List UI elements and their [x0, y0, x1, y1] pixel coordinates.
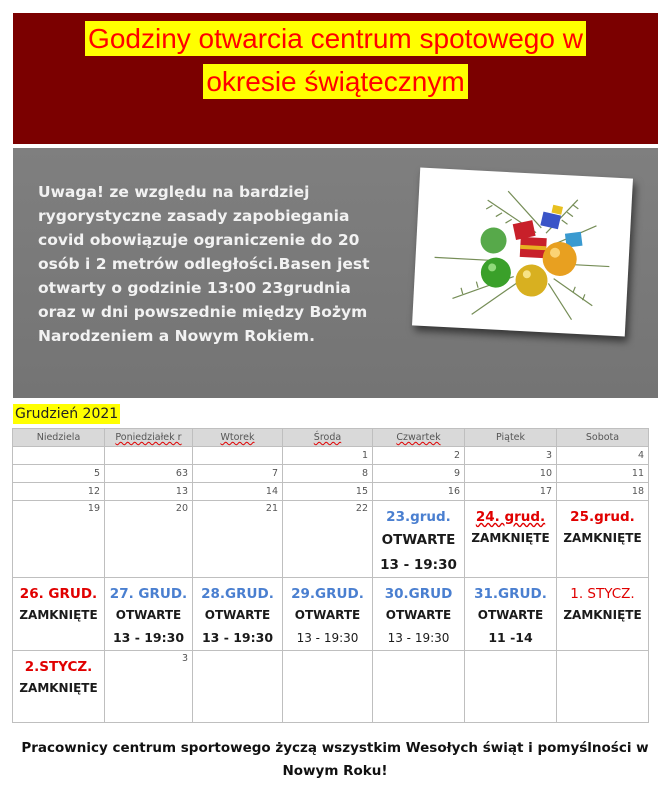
day-cell: 1	[283, 447, 373, 465]
weekday-header-row	[13, 429, 649, 447]
day-number: 21	[265, 503, 278, 514]
day-cell-dec-24	[465, 501, 557, 578]
day-status: ZAMKNIĘTE	[563, 531, 642, 545]
day-cell	[193, 651, 283, 723]
day-cell	[105, 447, 193, 465]
day-cell: 18	[557, 483, 649, 501]
day-cell	[373, 651, 465, 723]
weekday-tuesday: Wtorek	[193, 429, 283, 447]
day-cell-dec-23	[373, 501, 465, 578]
day-cell-jan-2	[13, 651, 105, 723]
day-cell-dec-26	[13, 578, 105, 651]
day-cell: 10	[465, 465, 557, 483]
day-cell: 15	[283, 483, 373, 501]
day-cell	[105, 501, 193, 578]
christmas-ornaments-image	[421, 177, 623, 327]
week-row	[13, 578, 649, 651]
month-label: Grudzień 2021	[15, 406, 119, 422]
day-cell: 2	[373, 447, 465, 465]
day-status: ZAMKNIĘTE	[19, 681, 98, 695]
notice-text: Uwaga! ze względu na bardziej rygorystyczne zasady zapobiegania covid obowiązuje ograniczenie do 20 osób i 2 metrów odległości.Basen jest otwarty o godzinie 13:00 23grudnia oraz w dni powszednie między Bożym Narodzeniem a Nowym Rokiem.	[38, 183, 370, 345]
day-cell-dec-25	[557, 501, 649, 578]
day-date: 23.grud.	[386, 509, 451, 525]
week-row	[13, 651, 649, 723]
day-date: 28.GRUD.	[201, 586, 274, 602]
day-cell: 9	[373, 465, 465, 483]
weekday-wednesday: Środa	[283, 429, 373, 447]
weekday-friday: Piątek	[465, 429, 557, 447]
day-date: 31.GRUD.	[474, 586, 547, 602]
christmas-ornaments-photo	[412, 168, 633, 337]
day-cell	[13, 447, 105, 465]
day-number: 19	[87, 503, 100, 514]
day-cell	[465, 651, 557, 723]
day-cell: 7	[193, 465, 283, 483]
title-line-2: okresie świątecznym	[203, 64, 467, 99]
day-number: 22	[355, 503, 368, 514]
day-date: 26. GRUD.	[19, 586, 98, 602]
day-cell: 3	[465, 447, 557, 465]
day-status: OTWARTE	[115, 608, 182, 622]
day-cell: 63	[105, 465, 193, 483]
day-status: OTWARTE	[385, 608, 452, 622]
day-cell-dec-29	[283, 578, 373, 651]
day-cell: 8	[283, 465, 373, 483]
day-cell: 12	[13, 483, 105, 501]
week-row	[13, 501, 649, 578]
day-cell: 5	[13, 465, 105, 483]
weekday-monday: Poniedziałek r	[105, 429, 193, 447]
day-hours: 13 - 19:30	[201, 630, 274, 645]
day-cell: 17	[465, 483, 557, 501]
footer-greeting	[20, 737, 650, 783]
weekday-saturday: Sobota	[557, 429, 649, 447]
day-date: 25.grud.	[570, 509, 635, 525]
day-date-text: 24. grud.	[475, 509, 546, 525]
day-hours: 11 -14	[488, 630, 533, 645]
day-number: 3	[181, 653, 188, 664]
day-cell-jan-1	[557, 578, 649, 651]
day-date	[465, 507, 556, 527]
day-cell	[13, 501, 105, 578]
day-date: 29.GRUD.	[291, 586, 364, 602]
day-cell	[193, 447, 283, 465]
day-cell: 11	[557, 465, 649, 483]
day-cell: 16	[373, 483, 465, 501]
day-cell: 4	[557, 447, 649, 465]
day-cell	[283, 651, 373, 723]
day-cell-dec-30	[373, 578, 465, 651]
day-status: OTWARTE	[204, 608, 271, 622]
week-row	[13, 465, 649, 483]
day-status: ZAMKNIĘTE	[19, 608, 98, 622]
day-status: OTWARTE	[294, 608, 361, 622]
day-hours: 13 - 19:30	[112, 630, 185, 645]
footer-line-1: Pracownicy centrum sportowego życzą wszystkim Wesołych świąt i pomyślności w	[21, 740, 649, 756]
day-status: OTWARTE	[381, 532, 456, 548]
day-cell-dec-31	[465, 578, 557, 651]
day-cell	[105, 651, 193, 723]
week-row	[13, 447, 649, 465]
day-cell: 14	[193, 483, 283, 501]
day-status: ZAMKNIĘTE	[563, 608, 642, 622]
calendar-table	[12, 428, 649, 723]
day-cell	[193, 501, 283, 578]
day-status: ZAMKNIĘTE	[471, 531, 550, 545]
day-status: OTWARTE	[477, 608, 544, 622]
day-date: 27. GRUD.	[109, 586, 188, 602]
day-number: 20	[175, 503, 188, 514]
day-hours: 13 - 19:30	[387, 631, 450, 645]
weekday-thursday: Czwartek	[373, 429, 465, 447]
day-cell-dec-27	[105, 578, 193, 651]
week-row	[13, 483, 649, 501]
footer-line-2: Nowym Roku!	[282, 763, 388, 779]
day-cell	[283, 501, 373, 578]
page-title	[13, 21, 658, 107]
day-cell-dec-28	[193, 578, 283, 651]
notice-panel	[13, 148, 658, 398]
title-line-1: Godziny otwarcia centrum spotowego w	[85, 21, 586, 56]
day-date: 2.STYCZ.	[24, 659, 93, 675]
day-date: 1. STYCZ.	[570, 586, 635, 602]
day-hours: 13 - 19:30	[296, 631, 359, 645]
day-date: 30.GRUD	[384, 586, 453, 602]
day-cell: 13	[105, 483, 193, 501]
day-hours: 13 - 19:30	[380, 557, 457, 573]
day-cell	[557, 651, 649, 723]
weekday-sunday: Niedziela	[13, 429, 105, 447]
header-banner	[13, 13, 658, 144]
